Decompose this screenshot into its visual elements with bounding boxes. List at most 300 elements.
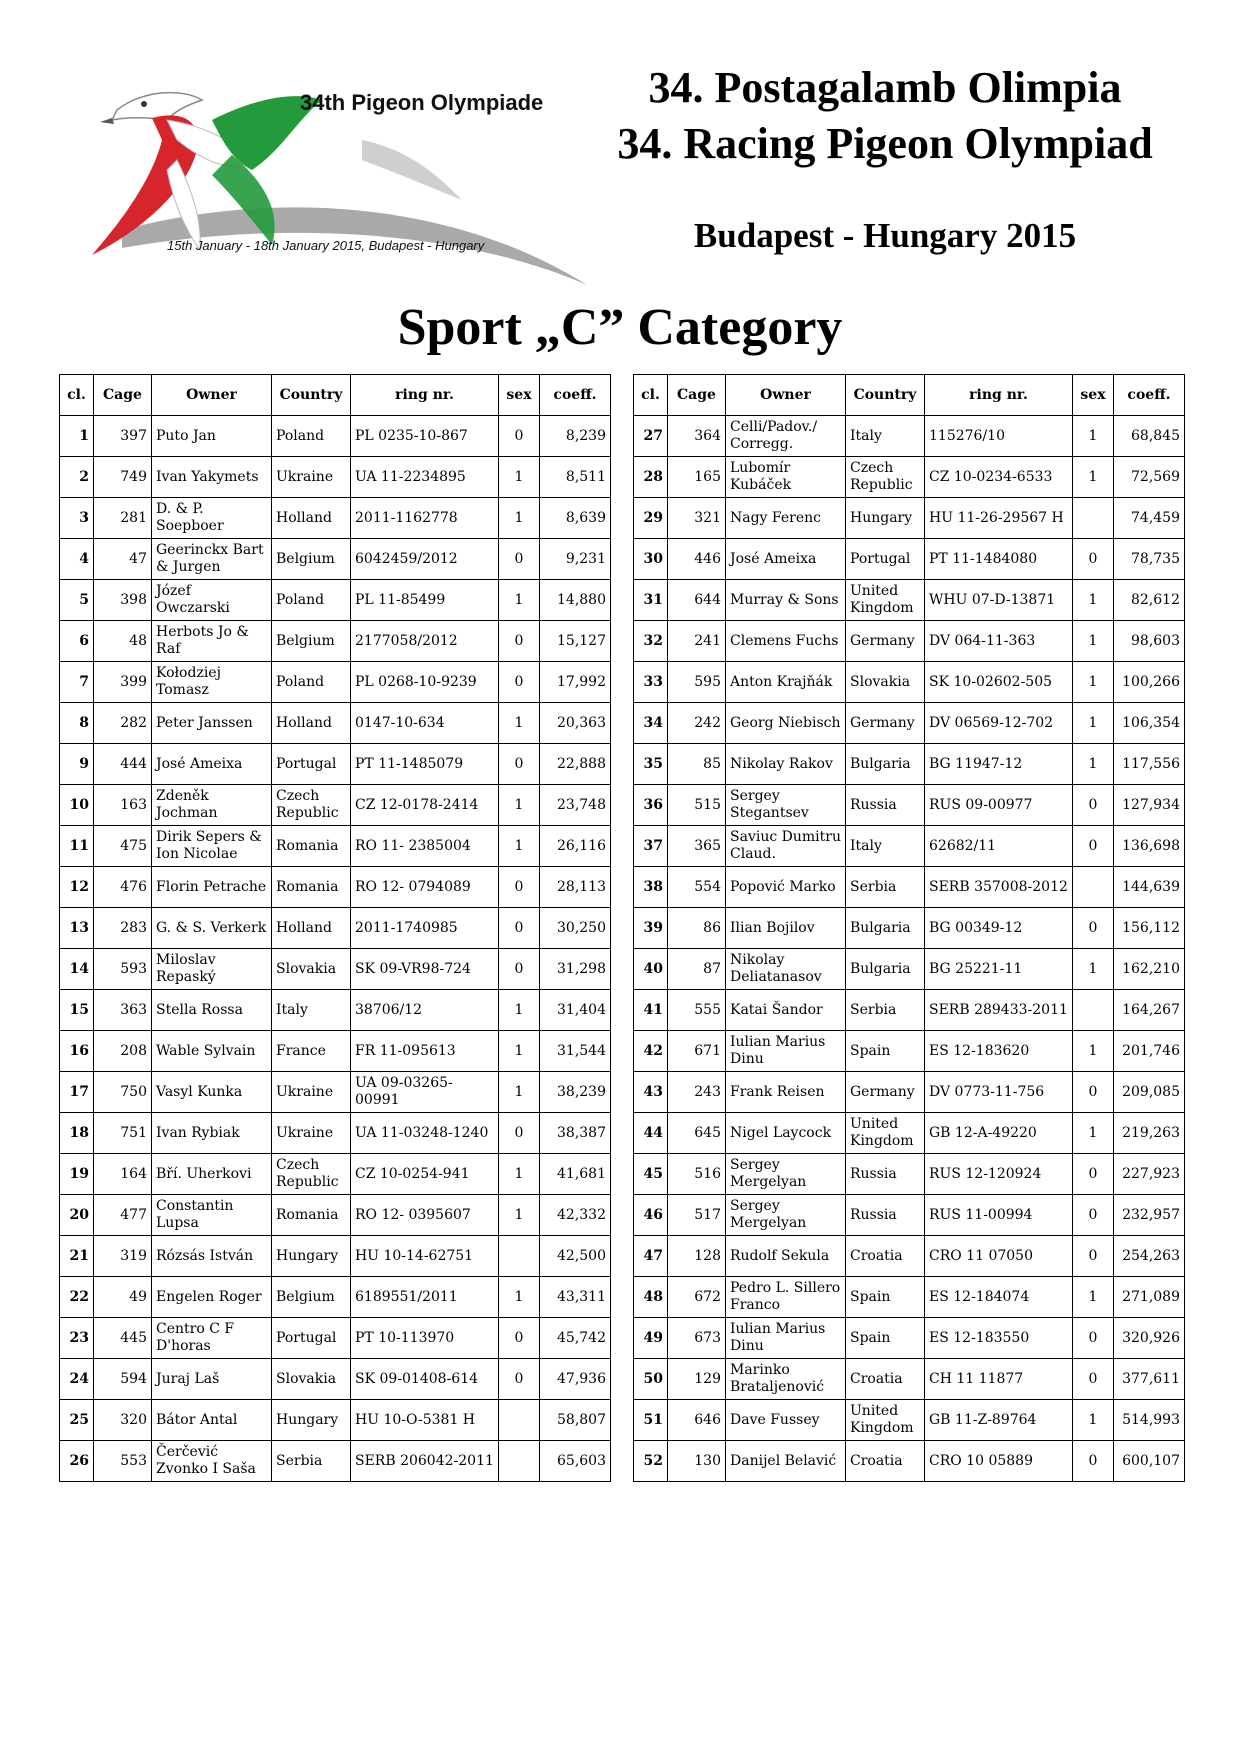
cell-rank: 9	[60, 744, 94, 785]
cell-rank: 24	[60, 1359, 94, 1400]
cell-ring-nr: 2011-1740985	[351, 908, 499, 949]
cell-cage: 87	[668, 949, 726, 990]
cell-rank: 38	[634, 867, 668, 908]
table-row	[634, 1072, 1185, 1113]
table-row	[634, 785, 1185, 826]
cell-sex	[499, 1400, 540, 1441]
cell-cage: 445	[94, 1318, 152, 1359]
table-row	[634, 744, 1185, 785]
cell-coeff: 31,298	[540, 949, 611, 990]
table-row	[60, 1277, 611, 1318]
cell-owner: D. & P. Soepboer	[152, 498, 272, 539]
cell-coeff: 30,250	[540, 908, 611, 949]
cell-country: Slovakia	[272, 949, 351, 990]
cell-rank: 21	[60, 1236, 94, 1277]
cell-cage: 281	[94, 498, 152, 539]
cell-country: Belgium	[272, 621, 351, 662]
cell-owner: Bátor Antal	[152, 1400, 272, 1441]
cell-owner: Rudolf Sekula	[726, 1236, 846, 1277]
cell-rank: 40	[634, 949, 668, 990]
cell-ring-nr: CZ 10-0254-941	[351, 1154, 499, 1195]
cell-ring-nr: 2011-1162778	[351, 498, 499, 539]
table-row	[634, 662, 1185, 703]
cell-sex: 0	[1073, 908, 1114, 949]
cell-cage: 476	[94, 867, 152, 908]
cell-country: Hungary	[272, 1236, 351, 1277]
cell-rank: 48	[634, 1277, 668, 1318]
cell-country: Germany	[846, 1072, 925, 1113]
cell-owner: Čerčević Zvonko I Saša	[152, 1441, 272, 1482]
cell-rank: 1	[60, 416, 94, 457]
cell-country: Bulgaria	[846, 744, 925, 785]
cell-cage: 365	[668, 826, 726, 867]
cell-cage: 283	[94, 908, 152, 949]
cell-owner: Sergey Mergelyan	[726, 1154, 846, 1195]
cell-ring-nr: PL 0235-10-867	[351, 416, 499, 457]
cell-coeff: 156,112	[1114, 908, 1185, 949]
cell-owner: Geerinckx Bart & Jurgen	[152, 539, 272, 580]
cell-coeff: 320,926	[1114, 1318, 1185, 1359]
cell-rank: 12	[60, 867, 94, 908]
cell-sex	[1073, 867, 1114, 908]
cell-sex: 0	[1073, 1195, 1114, 1236]
col-header-cage: Cage	[94, 375, 152, 416]
cell-cage: 749	[94, 457, 152, 498]
cell-rank: 31	[634, 580, 668, 621]
col-header-owner: Owner	[726, 375, 846, 416]
cell-owner: Ilian Bojilov	[726, 908, 846, 949]
table-row	[634, 908, 1185, 949]
cell-cage: 208	[94, 1031, 152, 1072]
cell-cage: 241	[668, 621, 726, 662]
cell-cage: 553	[94, 1441, 152, 1482]
cell-sex: 0	[499, 867, 540, 908]
col-header-ring: ring nr.	[925, 375, 1073, 416]
cell-country: Belgium	[272, 539, 351, 580]
cell-coeff: 43,311	[540, 1277, 611, 1318]
cell-sex: 1	[499, 1154, 540, 1195]
cell-sex: 1	[499, 1277, 540, 1318]
cell-sex: 1	[1073, 949, 1114, 990]
cell-cage: 128	[668, 1236, 726, 1277]
cell-sex: 1	[499, 1195, 540, 1236]
table-row	[634, 1441, 1185, 1482]
cell-rank: 7	[60, 662, 94, 703]
table-row	[60, 744, 611, 785]
table-row	[60, 580, 611, 621]
table-row	[634, 621, 1185, 662]
cell-country: Serbia	[846, 990, 925, 1031]
cell-coeff: 127,934	[1114, 785, 1185, 826]
table-row	[60, 457, 611, 498]
cell-coeff: 31,404	[540, 990, 611, 1031]
cell-sex: 0	[1073, 1318, 1114, 1359]
cell-sex: 1	[499, 580, 540, 621]
cell-ring-nr: CZ 10-0234-6533	[925, 457, 1073, 498]
col-header-owner: Owner	[152, 375, 272, 416]
cell-owner: Ivan Rybiak	[152, 1113, 272, 1154]
cell-owner: Miloslav Repaský	[152, 949, 272, 990]
results-body-left	[60, 416, 611, 1482]
cell-coeff: 514,993	[1114, 1400, 1185, 1441]
table-row	[60, 621, 611, 662]
cell-owner: Dave Fussey	[726, 1400, 846, 1441]
cell-country: Croatia	[846, 1236, 925, 1277]
cell-country: Czech Republic	[846, 457, 925, 498]
cell-ring-nr: GB 11-Z-89764	[925, 1400, 1073, 1441]
cell-sex	[1073, 498, 1114, 539]
col-header-coeff: coeff.	[1114, 375, 1185, 416]
cell-rank: 36	[634, 785, 668, 826]
cell-ring-nr: GB 12-A-49220	[925, 1113, 1073, 1154]
cell-ring-nr: FR 11-095613	[351, 1031, 499, 1072]
cell-owner: Popović Marko	[726, 867, 846, 908]
title-english: 34. Racing Pigeon Olympiad	[617, 119, 1153, 168]
cell-rank: 28	[634, 457, 668, 498]
cell-owner: Centro C F D'horas	[152, 1318, 272, 1359]
cell-cage: 398	[94, 580, 152, 621]
cell-sex: 0	[1073, 826, 1114, 867]
table-row	[60, 416, 611, 457]
cell-coeff: 38,239	[540, 1072, 611, 1113]
cell-sex: 0	[1073, 1154, 1114, 1195]
pigeon-logo-icon	[82, 80, 592, 300]
cell-rank: 29	[634, 498, 668, 539]
cell-rank: 20	[60, 1195, 94, 1236]
table-row	[60, 867, 611, 908]
cell-sex	[1073, 990, 1114, 1031]
cell-rank: 33	[634, 662, 668, 703]
cell-coeff: 98,603	[1114, 621, 1185, 662]
results-table-right	[633, 374, 1185, 1482]
cell-rank: 14	[60, 949, 94, 990]
cell-ring-nr: ES 12-183550	[925, 1318, 1073, 1359]
cell-country: Germany	[846, 703, 925, 744]
cell-country: Russia	[846, 785, 925, 826]
cell-owner: Bří. Uherkovi	[152, 1154, 272, 1195]
cell-country: Spain	[846, 1277, 925, 1318]
cell-cage: 673	[668, 1318, 726, 1359]
cell-ring-nr: CH 11 11877	[925, 1359, 1073, 1400]
table-row	[634, 949, 1185, 990]
cell-ring-nr: UA 11-2234895	[351, 457, 499, 498]
cell-cage: 242	[668, 703, 726, 744]
table-row	[634, 1113, 1185, 1154]
cell-ring-nr: PT 11-1484080	[925, 539, 1073, 580]
cell-cage: 282	[94, 703, 152, 744]
cell-owner: Lubomír Kubáček	[726, 457, 846, 498]
cell-coeff: 106,354	[1114, 703, 1185, 744]
cell-coeff: 15,127	[540, 621, 611, 662]
cell-country: Romania	[272, 1195, 351, 1236]
cell-ring-nr: HU 11-26-29567 H	[925, 498, 1073, 539]
cell-rank: 22	[60, 1277, 94, 1318]
cell-cage: 595	[668, 662, 726, 703]
cell-coeff: 377,611	[1114, 1359, 1185, 1400]
table-row	[60, 826, 611, 867]
cell-owner: Herbots Jo & Raf	[152, 621, 272, 662]
cell-rank: 17	[60, 1072, 94, 1113]
cell-sex: 1	[1073, 457, 1114, 498]
table-row	[634, 826, 1185, 867]
cell-cage: 320	[94, 1400, 152, 1441]
cell-rank: 11	[60, 826, 94, 867]
cell-sex: 0	[1073, 1441, 1114, 1482]
results-table-left	[59, 374, 611, 1482]
table-row	[634, 1236, 1185, 1277]
cell-coeff: 227,923	[1114, 1154, 1185, 1195]
table-row	[634, 1359, 1185, 1400]
col-header-sex: sex	[1073, 375, 1114, 416]
cell-cage: 85	[668, 744, 726, 785]
cell-coeff: 28,113	[540, 867, 611, 908]
svg-text:34th Pigeon Olympiade: 34th Pigeon Olympiade	[300, 90, 544, 115]
cell-owner: Engelen Roger	[152, 1277, 272, 1318]
cell-owner: Sergey Mergelyan	[726, 1195, 846, 1236]
cell-rank: 8	[60, 703, 94, 744]
cell-country: Serbia	[846, 867, 925, 908]
table-row	[634, 1195, 1185, 1236]
cell-owner: Katai Šandor	[726, 990, 846, 1031]
cell-owner: Iulian Marius Dinu	[726, 1031, 846, 1072]
table-row	[60, 1154, 611, 1195]
cell-coeff: 26,116	[540, 826, 611, 867]
cell-rank: 42	[634, 1031, 668, 1072]
cell-ring-nr: RUS 09-00977	[925, 785, 1073, 826]
cell-cage: 164	[94, 1154, 152, 1195]
cell-owner: Constantin Lupsa	[152, 1195, 272, 1236]
cell-rank: 25	[60, 1400, 94, 1441]
cell-ring-nr: SK 10-02602-505	[925, 662, 1073, 703]
cell-cage: 594	[94, 1359, 152, 1400]
cell-coeff: 14,880	[540, 580, 611, 621]
cell-sex: 0	[1073, 785, 1114, 826]
cell-country: Italy	[846, 826, 925, 867]
cell-cage: 593	[94, 949, 152, 990]
event-location: Budapest - Hungary 2015	[693, 216, 1077, 255]
cell-coeff: 271,089	[1114, 1277, 1185, 1318]
cell-country: Spain	[846, 1318, 925, 1359]
cell-owner: Sergey Stegantsev	[726, 785, 846, 826]
cell-coeff: 72,569	[1114, 457, 1185, 498]
cell-sex: 0	[499, 1318, 540, 1359]
cell-country: Serbia	[272, 1441, 351, 1482]
cell-cage: 399	[94, 662, 152, 703]
cell-owner: Vasyl Kunka	[152, 1072, 272, 1113]
cell-cage: 364	[668, 416, 726, 457]
cell-owner: Dirik Sepers & Ion Nicolae	[152, 826, 272, 867]
col-header-cl: cl.	[634, 375, 668, 416]
cell-country: Portugal	[846, 539, 925, 580]
cell-coeff: 22,888	[540, 744, 611, 785]
cell-cage: 646	[668, 1400, 726, 1441]
title-block	[585, 60, 1185, 172]
cell-ring-nr: CRO 11 07050	[925, 1236, 1073, 1277]
cell-owner: Clemens Fuchs	[726, 621, 846, 662]
cell-ring-nr: DV 064-11-363	[925, 621, 1073, 662]
cell-ring-nr: CRO 10 05889	[925, 1441, 1073, 1482]
cell-owner: Pedro L. Sillero Franco	[726, 1277, 846, 1318]
table-row	[60, 1072, 611, 1113]
cell-rank: 32	[634, 621, 668, 662]
cell-ring-nr: ES 12-184074	[925, 1277, 1073, 1318]
cell-country: Holland	[272, 703, 351, 744]
cell-rank: 16	[60, 1031, 94, 1072]
cell-coeff: 136,698	[1114, 826, 1185, 867]
cell-cage: 47	[94, 539, 152, 580]
cell-sex: 1	[1073, 1400, 1114, 1441]
table-row	[60, 1031, 611, 1072]
cell-coeff: 162,210	[1114, 949, 1185, 990]
cell-country: Slovakia	[846, 662, 925, 703]
cell-owner: Zdeněk Jochman	[152, 785, 272, 826]
cell-cage: 671	[668, 1031, 726, 1072]
cell-rank: 27	[634, 416, 668, 457]
cell-cage: 750	[94, 1072, 152, 1113]
cell-rank: 50	[634, 1359, 668, 1400]
table-row	[634, 539, 1185, 580]
col-header-country: Country	[846, 375, 925, 416]
cell-cage: 243	[668, 1072, 726, 1113]
col-header-ring: ring nr.	[351, 375, 499, 416]
cell-rank: 51	[634, 1400, 668, 1441]
cell-sex: 1	[499, 703, 540, 744]
cell-rank: 37	[634, 826, 668, 867]
category-title: Sport „C” Category	[397, 299, 843, 356]
cell-country: Croatia	[846, 1441, 925, 1482]
col-header-sex: sex	[499, 375, 540, 416]
cell-coeff: 38,387	[540, 1113, 611, 1154]
cell-sex: 1	[1073, 416, 1114, 457]
cell-cage: 49	[94, 1277, 152, 1318]
cell-sex: 0	[499, 1113, 540, 1154]
cell-rank: 6	[60, 621, 94, 662]
cell-owner: Rózsás István	[152, 1236, 272, 1277]
cell-ring-nr: SK 09-VR98-724	[351, 949, 499, 990]
cell-ring-nr: SERB 206042-2011	[351, 1441, 499, 1482]
table-row	[60, 785, 611, 826]
cell-ring-nr: PT 11-1485079	[351, 744, 499, 785]
cell-rank: 46	[634, 1195, 668, 1236]
cell-coeff: 8,511	[540, 457, 611, 498]
cell-sex: 1	[499, 498, 540, 539]
cell-cage: 446	[668, 539, 726, 580]
cell-country: Romania	[272, 826, 351, 867]
cell-ring-nr: HU 10-O-5381 H	[351, 1400, 499, 1441]
cell-coeff: 68,845	[1114, 416, 1185, 457]
table-row	[634, 416, 1185, 457]
col-header-cage: Cage	[668, 375, 726, 416]
cell-ring-nr: WHU 07-D-13871	[925, 580, 1073, 621]
cell-country: Belgium	[272, 1277, 351, 1318]
cell-rank: 19	[60, 1154, 94, 1195]
cell-owner: Ivan Yakymets	[152, 457, 272, 498]
cell-rank: 47	[634, 1236, 668, 1277]
cell-rank: 2	[60, 457, 94, 498]
cell-coeff: 8,239	[540, 416, 611, 457]
cell-ring-nr: PT 10-113970	[351, 1318, 499, 1359]
table-row	[634, 498, 1185, 539]
table-row	[60, 1400, 611, 1441]
cell-coeff: 31,544	[540, 1031, 611, 1072]
col-header-cl: cl.	[60, 375, 94, 416]
cell-owner: Nigel Laycock	[726, 1113, 846, 1154]
cell-sex: 1	[499, 457, 540, 498]
olympiade-logo	[82, 80, 592, 300]
cell-rank: 23	[60, 1318, 94, 1359]
cell-coeff: 100,266	[1114, 662, 1185, 703]
cell-rank: 13	[60, 908, 94, 949]
cell-coeff: 45,742	[540, 1318, 611, 1359]
cell-rank: 52	[634, 1441, 668, 1482]
table-row	[60, 990, 611, 1031]
table-header-row	[60, 375, 611, 416]
col-header-country: Country	[272, 375, 351, 416]
cell-cage: 554	[668, 867, 726, 908]
cell-cage: 48	[94, 621, 152, 662]
cell-owner: Nagy Ferenc	[726, 498, 846, 539]
cell-country: Germany	[846, 621, 925, 662]
cell-coeff: 42,500	[540, 1236, 611, 1277]
cell-country: Hungary	[272, 1400, 351, 1441]
cell-owner: José Ameixa	[726, 539, 846, 580]
cell-rank: 44	[634, 1113, 668, 1154]
cell-coeff: 58,807	[540, 1400, 611, 1441]
cell-owner: Kołodziej Tomasz	[152, 662, 272, 703]
cell-sex: 1	[1073, 580, 1114, 621]
cell-owner: Saviuc Dumitru Claud.	[726, 826, 846, 867]
cell-owner: Juraj Laš	[152, 1359, 272, 1400]
table-row	[634, 1154, 1185, 1195]
cell-ring-nr: DV 0773-11-756	[925, 1072, 1073, 1113]
cell-country: Ukraine	[272, 1072, 351, 1113]
cell-cage: 363	[94, 990, 152, 1031]
svg-text:15th January - 18th January 20: 15th January - 18th January 2015, Budapest - Hungary	[167, 238, 485, 253]
cell-country: Holland	[272, 498, 351, 539]
cell-country: Czech Republic	[272, 1154, 351, 1195]
cell-country: Czech Republic	[272, 785, 351, 826]
cell-coeff: 20,363	[540, 703, 611, 744]
cell-cage: 645	[668, 1113, 726, 1154]
cell-sex: 0	[499, 949, 540, 990]
cell-cage: 163	[94, 785, 152, 826]
cell-cage: 129	[668, 1359, 726, 1400]
cell-owner: Stella Rossa	[152, 990, 272, 1031]
cell-owner: Anton Krajňák	[726, 662, 846, 703]
cell-coeff: 144,639	[1114, 867, 1185, 908]
cell-rank: 34	[634, 703, 668, 744]
cell-coeff: 164,267	[1114, 990, 1185, 1031]
cell-rank: 41	[634, 990, 668, 1031]
cell-country: Ukraine	[272, 457, 351, 498]
cell-country: Holland	[272, 908, 351, 949]
table-row	[634, 867, 1185, 908]
table-row	[634, 703, 1185, 744]
cell-cage: 130	[668, 1441, 726, 1482]
cell-coeff: 254,263	[1114, 1236, 1185, 1277]
cell-ring-nr: RO 12- 0794089	[351, 867, 499, 908]
cell-sex: 0	[1073, 1359, 1114, 1400]
cell-owner: Murray & Sons	[726, 580, 846, 621]
cell-coeff: 201,746	[1114, 1031, 1185, 1072]
cell-country: Spain	[846, 1031, 925, 1072]
cell-rank: 39	[634, 908, 668, 949]
cell-owner: Puto Jan	[152, 416, 272, 457]
cell-sex	[499, 1236, 540, 1277]
cell-ring-nr: 0147-10-634	[351, 703, 499, 744]
cell-sex: 0	[499, 416, 540, 457]
cell-cage: 555	[668, 990, 726, 1031]
